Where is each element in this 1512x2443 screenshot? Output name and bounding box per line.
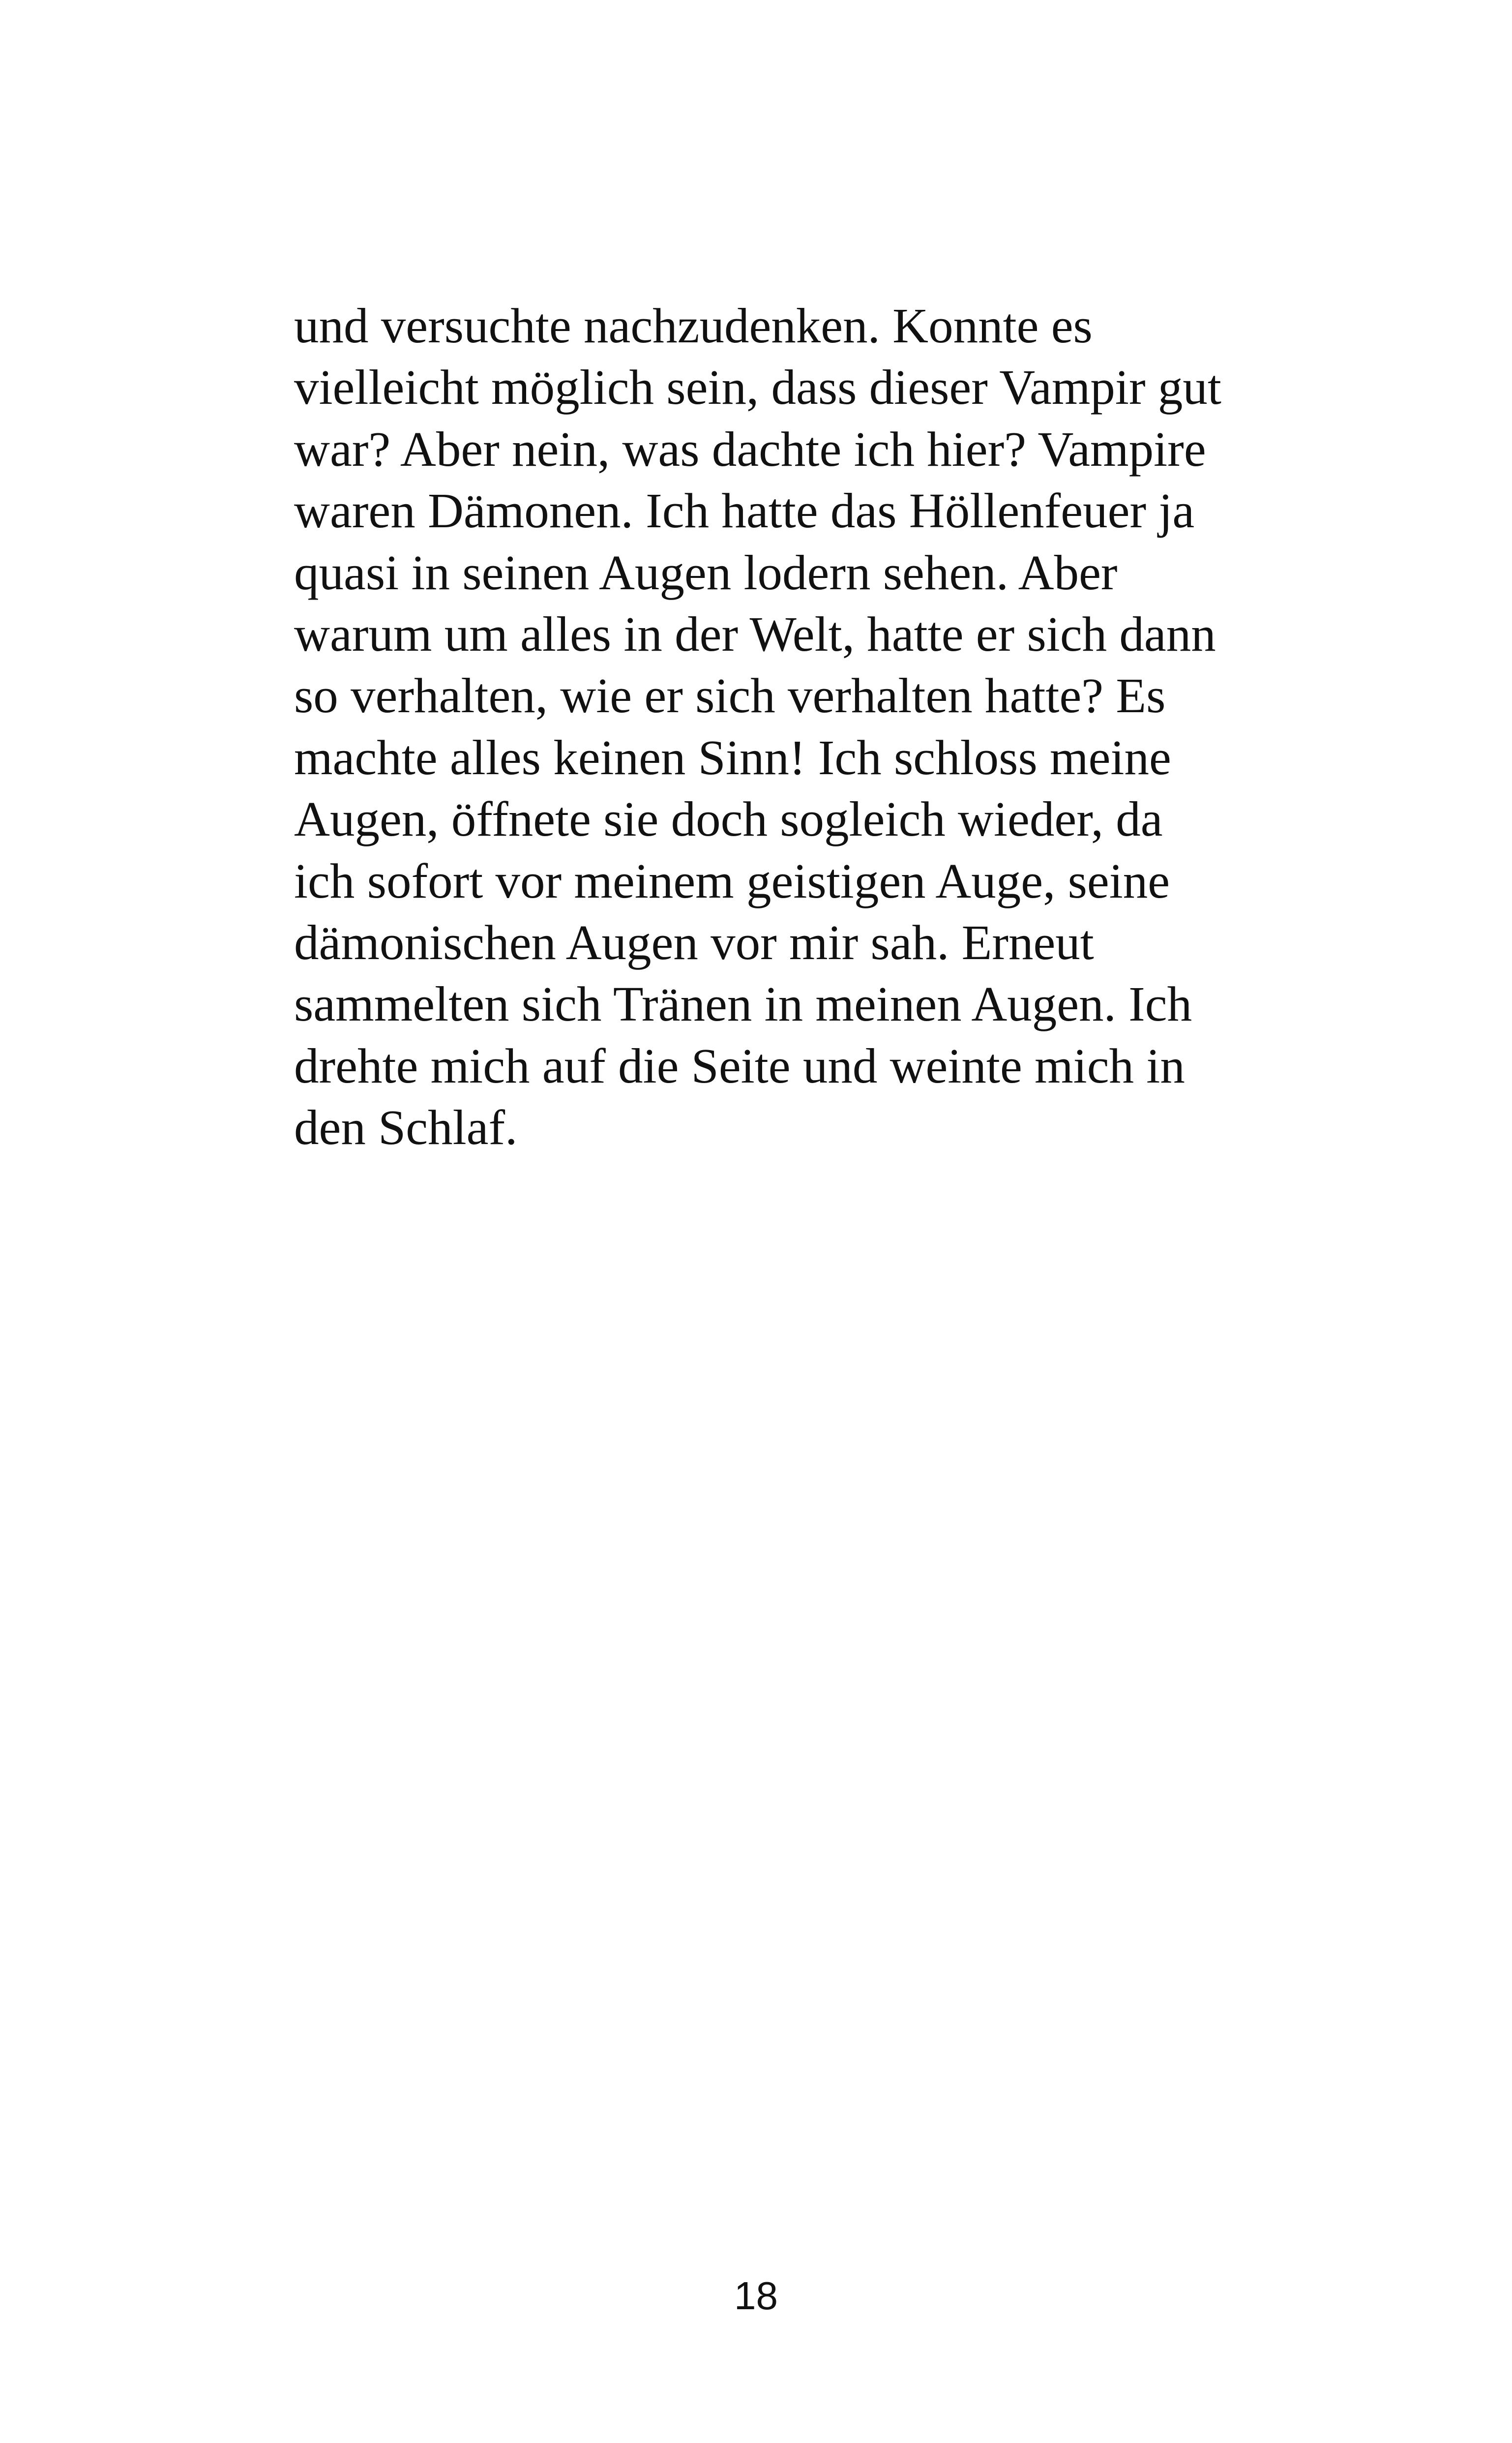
- text-line: und versuchte nachzudenken. Konnte es: [294, 298, 1093, 353]
- text-line: quasi in seinen Augen lodern sehen. Aber: [294, 544, 1118, 600]
- text-line: war? Aber nein, was dachte ich hier? Vampire: [294, 421, 1206, 477]
- text-line: waren Dämonen. Ich hatte das Höllenfeuer ja: [294, 483, 1195, 539]
- page-number: 18: [734, 2274, 778, 2318]
- text-line: ich sofort vor meinem geistigen Auge, seine: [294, 853, 1170, 908]
- text-line: vielleicht möglich sein, dass dieser Vampir gut: [294, 360, 1221, 415]
- text-line: warum um alles in der Welt, hatte er sich dann: [294, 606, 1216, 662]
- body-text: [294, 295, 1327, 1159]
- text-line: Augen, öffnete sie doch sogleich wieder, da: [294, 791, 1163, 847]
- text-line: dämonischen Augen vor mir sah. Erneut: [294, 915, 1094, 970]
- text-line: den Schlaf.: [294, 1100, 518, 1155]
- text-line: sammelten sich Tränen in meinen Augen. Ich: [294, 976, 1192, 1032]
- text-line: machte alles keinen Sinn! Ich schloss meine: [294, 729, 1171, 785]
- text-line: drehte mich auf die Seite und weinte mich in: [294, 1038, 1185, 1093]
- text-line: so verhalten, wie er sich verhalten hatte? Es: [294, 668, 1166, 724]
